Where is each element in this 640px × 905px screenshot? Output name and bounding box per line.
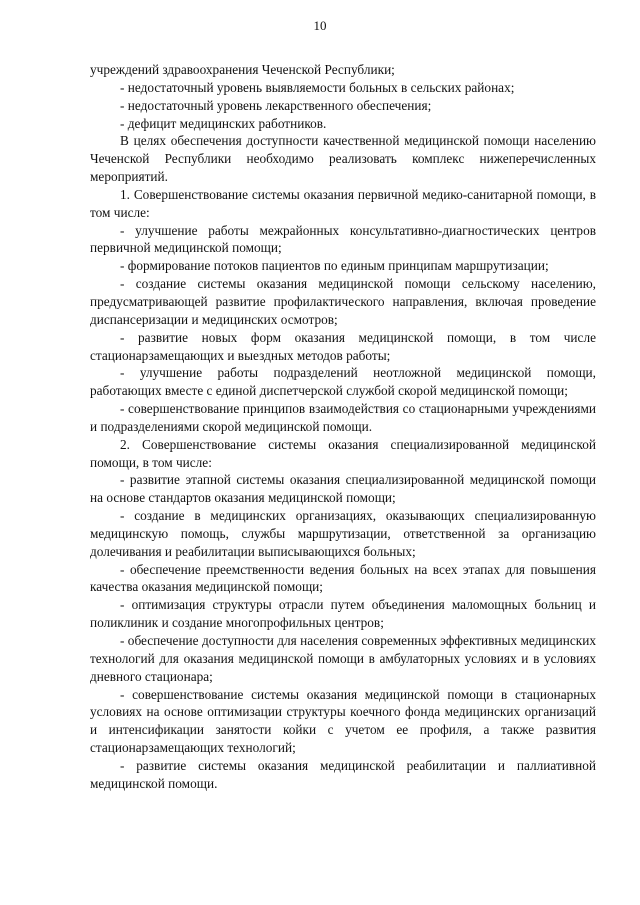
paragraph-2: - недостаточный уровень выявляемости больных в сельских районах; xyxy=(120,79,515,95)
paragraph-12: - совершенствование принципов взаимодействия со стационарными учреждениями и подразделениями скорой медицинской помощи. xyxy=(90,401,596,434)
paragraph-10: - развитие новых форм оказания медицинской помощи, в том числе стационарзамещающих и выездных методов работы; xyxy=(90,329,596,363)
paragraph-4: - дефицит медицинских работников. xyxy=(120,115,327,131)
document-body xyxy=(90,61,596,793)
paragraph-16: - обеспечение преемственности ведения больных на всех этапах для повышения качества оказания медицинской помощи; xyxy=(90,561,596,595)
paragraph-3: - недостаточный уровень лекарственного обеспечения; xyxy=(120,97,432,113)
paragraph-11: - улучшение работы подразделений неотложной медицинской помощи, работающих вместе с единой диспетчерской службой скорой медицинской помощи; xyxy=(90,365,596,399)
paragraph-5: В целях обеспечения доступности качественной медицинской помощи населению Чеченской Республики необходимо реализовать комплекс нижеперечисленных мероприятий. xyxy=(90,133,596,185)
paragraph-13: 2. Совершенствование системы оказания специализированной медицинской помощи, в том числе: xyxy=(90,436,596,470)
paragraph-20: - развитие системы оказания медицинской реабилитации и паллиативной медицинской помощи. xyxy=(90,757,596,791)
paragraph-17: - оптимизация структуры отрасли путем объединения маломощных больниц и поликлиник и создание многопрофильных центров; xyxy=(90,597,596,631)
paragraph-6: 1. Совершенствование системы оказания первичной медико-санитарной помощи, в том числе: xyxy=(90,186,596,220)
page-number: 10 xyxy=(313,18,327,33)
paragraph-19: - совершенствование системы оказания медицинской помощи в стационарных условиях на основе оптимизации структуры коечного фонда медицинских организаций и интенсификации занятости койки с учетом ее профиля, а также развития стационарзамещающих технологий; xyxy=(90,686,596,756)
paragraph-18: - обеспечение доступности для населения современных эффективных медицинских технологий для оказания медицинской помощи в амбулаторных условиях и в условиях дневного стационара; xyxy=(90,633,596,684)
paragraph-8: - формирование потоков пациентов по единым принципам маршрутизации; xyxy=(120,258,549,274)
paragraph-9: - создание системы оказания медицинской помощи сельскому населению, предусматривающей развитие профилактического направления, включая проведение диспансеризации и медицинских осмотров; xyxy=(90,276,596,327)
paragraph-7: - улучшение работы межрайонных консультативно-диагностических центров первичной медицинской помощи; xyxy=(90,222,596,256)
paragraph-1: учреждений здравоохранения Чеченской Республики; xyxy=(90,62,395,77)
paragraph-14: - развитие этапной системы оказания специализированной медицинской помощи на основе стандартов оказания медицинской помощи; xyxy=(90,472,596,506)
paragraph-15: - создание в медицинских организациях, оказывающих специализированную медицинскую помощь, службы маршрутизации, ответственной за организацию долечивания и реабилитации выписывающихся больных; xyxy=(90,508,596,559)
